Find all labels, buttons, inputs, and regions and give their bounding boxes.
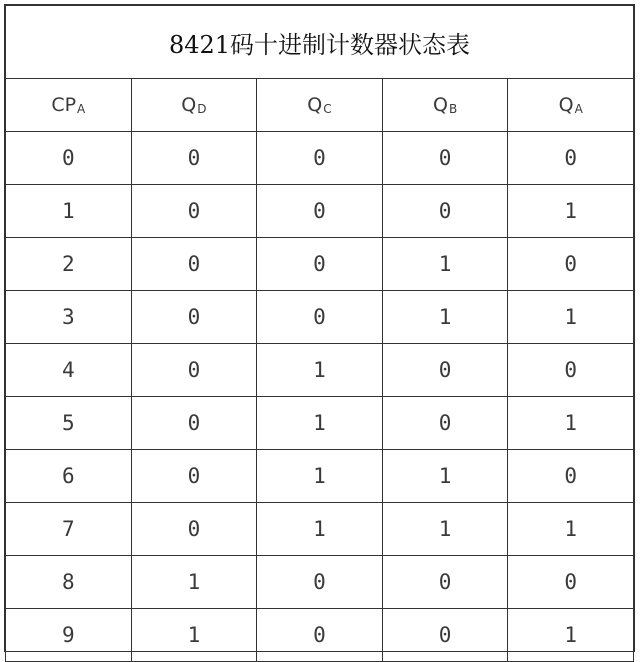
cell-q-d: 1 xyxy=(131,556,257,609)
cell-q-d: 0 xyxy=(131,344,257,397)
table-row xyxy=(6,185,634,238)
cell-q-d: 0 xyxy=(131,132,257,185)
cell-q-a: 0 xyxy=(508,238,634,291)
cell-cp-a: 7 xyxy=(6,503,132,556)
cell-q-c: 1 xyxy=(257,344,383,397)
cell-cp-a: 4 xyxy=(6,344,132,397)
state-table-sheet xyxy=(4,4,635,652)
cell-q-d: 0 xyxy=(131,291,257,344)
header-main: Q xyxy=(181,94,197,116)
cell-cp-a: 5 xyxy=(6,397,132,450)
header-cp-a xyxy=(6,79,132,132)
table-row xyxy=(6,609,634,662)
cell-cp-a: 6 xyxy=(6,450,132,503)
header-subscript: A xyxy=(574,102,583,116)
cell-q-c: 0 xyxy=(257,291,383,344)
header-main: Q xyxy=(558,94,574,116)
cell-q-c: 0 xyxy=(257,556,383,609)
cell-q-d: 0 xyxy=(131,238,257,291)
state-table-body xyxy=(6,6,634,662)
cell-cp-a: 8 xyxy=(6,556,132,609)
cell-q-a: 0 xyxy=(508,344,634,397)
cell-cp-a: 1 xyxy=(6,185,132,238)
header-q-b xyxy=(382,79,508,132)
table-row xyxy=(6,132,634,185)
table-row xyxy=(6,344,634,397)
cell-cp-a: 3 xyxy=(6,291,132,344)
cell-q-b: 0 xyxy=(382,132,508,185)
table-row xyxy=(6,556,634,609)
cell-q-a: 1 xyxy=(508,609,634,662)
table-row xyxy=(6,397,634,450)
table-row xyxy=(6,291,634,344)
cell-q-b: 0 xyxy=(382,185,508,238)
cell-q-b: 1 xyxy=(382,503,508,556)
state-table xyxy=(5,5,634,662)
cell-cp-a: 9 xyxy=(6,609,132,662)
cell-q-c: 1 xyxy=(257,397,383,450)
cell-q-a: 1 xyxy=(508,185,634,238)
cell-q-c: 1 xyxy=(257,503,383,556)
cell-cp-a: 0 xyxy=(6,132,132,185)
cell-q-a: 1 xyxy=(508,291,634,344)
cell-q-b: 0 xyxy=(382,609,508,662)
cell-q-a: 1 xyxy=(508,503,634,556)
cell-q-b: 1 xyxy=(382,238,508,291)
cell-q-d: 0 xyxy=(131,397,257,450)
table-row xyxy=(6,450,634,503)
header-main: Q xyxy=(432,94,448,116)
cell-q-d: 1 xyxy=(131,609,257,662)
cell-q-d: 0 xyxy=(131,185,257,238)
cell-q-c: 0 xyxy=(257,132,383,185)
header-subscript: A xyxy=(77,102,86,116)
cell-q-b: 0 xyxy=(382,397,508,450)
header-subscript: D xyxy=(197,102,207,116)
table-title: 8421码十进制计数器状态表 xyxy=(6,6,634,79)
cell-q-a: 0 xyxy=(508,132,634,185)
header-main: Q xyxy=(307,94,323,116)
cell-q-d: 0 xyxy=(131,503,257,556)
cell-q-a: 1 xyxy=(508,397,634,450)
table-row xyxy=(6,238,634,291)
cell-q-c: 0 xyxy=(257,185,383,238)
header-row xyxy=(6,79,634,132)
header-q-a xyxy=(508,79,634,132)
table-row xyxy=(6,503,634,556)
cell-cp-a: 2 xyxy=(6,238,132,291)
cell-q-b: 1 xyxy=(382,450,508,503)
title-row xyxy=(6,6,634,79)
cell-q-d: 0 xyxy=(131,450,257,503)
cell-q-b: 0 xyxy=(382,344,508,397)
cell-q-a: 0 xyxy=(508,556,634,609)
header-main: CP xyxy=(51,94,77,116)
header-subscript: C xyxy=(323,102,332,116)
cell-q-b: 1 xyxy=(382,291,508,344)
cell-q-c: 1 xyxy=(257,450,383,503)
cell-q-a: 0 xyxy=(508,450,634,503)
header-subscript: B xyxy=(448,102,458,116)
header-q-d xyxy=(131,79,257,132)
cell-q-c: 0 xyxy=(257,238,383,291)
header-q-c xyxy=(257,79,383,132)
cell-q-c: 0 xyxy=(257,609,383,662)
cell-q-b: 0 xyxy=(382,556,508,609)
